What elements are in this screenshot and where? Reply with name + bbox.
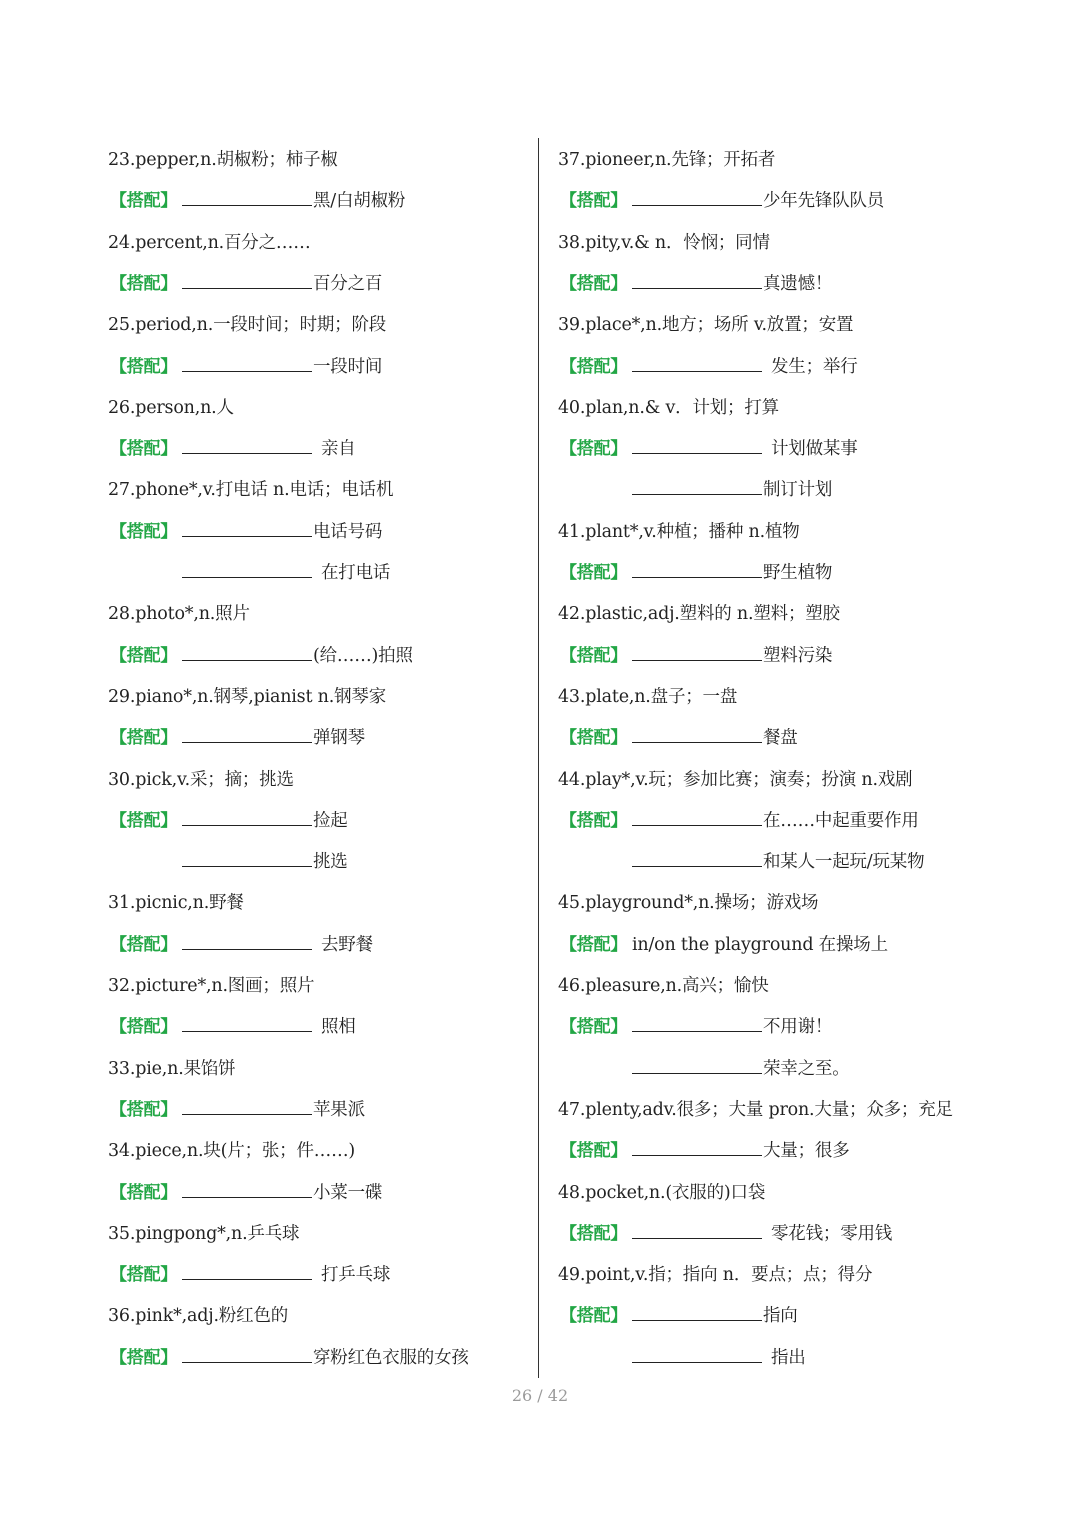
vocab-entry: 23.pepper,n.胡椒粉；柿子椒 [108, 150, 338, 170]
collocation-line [558, 925, 888, 965]
collocation-meaning: 指出 [771, 1347, 806, 1368]
collocation-line [108, 925, 373, 965]
collocation-meaning: 弹钢琴 [313, 728, 365, 749]
vocab-entry: 38.pity,v.& n．怜悯；同情 [558, 232, 770, 253]
collocation-meaning: 和某人一起玩/玩某物 [763, 852, 925, 873]
collocation-tag: 【搭配】 [110, 356, 178, 377]
fill-in-blank[interactable] [632, 726, 762, 743]
collocation-tag: 【搭配】 [560, 645, 628, 666]
vocab-entry: 35.pingpong*,n.乒乓球 [108, 1223, 300, 1244]
column-divider [538, 138, 539, 1378]
fill-in-blank[interactable] [632, 644, 762, 661]
fill-in-blank[interactable] [182, 1263, 312, 1280]
fill-in-blank[interactable] [632, 189, 762, 206]
vocab-entry: 28.photo*,n.照片 [108, 604, 250, 625]
collocation-line [558, 718, 798, 758]
collocation-meaning: 电话号码 [313, 521, 383, 542]
fill-in-blank[interactable] [632, 1139, 762, 1156]
vocab-entry: 25.period,n.一段时间；时期；阶段 [108, 315, 387, 336]
fill-in-blank[interactable] [632, 1015, 762, 1032]
collocation-continuation [632, 842, 924, 882]
fill-in-blank[interactable] [632, 809, 762, 826]
collocation-meaning: 一段时间 [313, 356, 383, 377]
fill-in-blank[interactable] [182, 1181, 312, 1198]
fill-in-blank[interactable] [632, 478, 762, 495]
collocation-tag: 【搭配】 [560, 1223, 628, 1244]
collocation-meaning: 真遗憾！ [763, 273, 833, 294]
collocation-line [108, 1255, 390, 1295]
fill-in-blank[interactable] [632, 437, 762, 454]
fill-in-blank[interactable] [182, 1015, 312, 1032]
fill-in-blank[interactable] [182, 189, 312, 206]
fill-in-blank[interactable] [182, 520, 312, 537]
collocation-meaning: (给……)拍照 [313, 645, 413, 666]
collocation-line [558, 1007, 832, 1047]
collocation-tag: 【搭配】 [110, 810, 178, 831]
collocation-meaning: 大量；很多 [763, 1141, 850, 1162]
collocation-tag: 【搭配】 [110, 191, 178, 212]
collocation-line [558, 1214, 892, 1254]
fill-in-blank[interactable] [182, 726, 312, 743]
collocation-line [108, 636, 413, 676]
fill-in-blank[interactable] [632, 1222, 762, 1239]
vocab-entry: 47.plenty,adv.很多；大量 pron.大量；众多；充足 [558, 1099, 953, 1120]
vocab-entry: 33.pie,n.果馅饼 [108, 1058, 236, 1079]
collocation-continuation [632, 1338, 806, 1378]
collocation-tag: 【搭配】 [560, 191, 628, 212]
collocation-meaning: 荣幸之至。 [763, 1058, 850, 1079]
vocab-entry: 32.picture*,n.图画；照片 [108, 976, 315, 996]
fill-in-blank[interactable] [632, 1346, 762, 1363]
collocation-tag: 【搭配】 [110, 1017, 178, 1038]
collocation-tag: 【搭配】 [110, 1099, 178, 1120]
collocation-line [558, 347, 858, 387]
collocation-continuation [632, 470, 832, 510]
collocation-tag: 【搭配】 [560, 563, 628, 583]
fill-in-blank[interactable] [632, 355, 762, 372]
collocation-tag: 【搭配】 [560, 439, 628, 460]
collocation-continuation [182, 842, 348, 882]
collocation-meaning: 指向 [763, 1306, 798, 1327]
collocation-meaning: 照相 [321, 1017, 356, 1038]
fill-in-blank[interactable] [182, 933, 312, 950]
fill-in-blank[interactable] [182, 850, 312, 867]
collocation-tag: 【搭配】 [110, 273, 178, 294]
vocab-entry: 44.play*,v.玩；参加比赛；演奏；扮演 n.戏剧 [558, 769, 913, 790]
fill-in-blank[interactable] [182, 561, 312, 578]
fill-in-blank[interactable] [632, 850, 762, 867]
vocab-entry: 26.person,n.人 [108, 397, 234, 418]
fill-in-blank[interactable] [632, 272, 762, 289]
vocab-entry: 42.plastic,adj.塑料的 n.塑料；塑胶 [558, 604, 840, 625]
collocation-line [108, 429, 356, 469]
collocation-line [108, 347, 382, 387]
collocation-meaning: 塑料污染 [763, 645, 833, 666]
collocation-tag: 【搭配】 [110, 728, 178, 749]
vocab-entry: 41.plant*,v.种植；播种 n.植物 [558, 521, 800, 542]
collocation-tag: 【搭配】 [110, 1265, 178, 1286]
collocation-line [108, 718, 365, 758]
collocation-tag: 【搭配】 [560, 810, 628, 831]
collocation-continuation [632, 1049, 850, 1089]
collocation-tag: 【搭配】 [560, 1141, 628, 1162]
fill-in-blank[interactable] [182, 1098, 312, 1115]
collocation-line [558, 181, 884, 221]
collocation-line [558, 1131, 850, 1171]
collocation-tag: 【搭配】 [560, 1017, 628, 1038]
collocation-tag: 【搭配】 [560, 356, 628, 377]
collocation-meaning: 苹果派 [313, 1099, 365, 1120]
collocation-meaning: 挑选 [313, 852, 348, 873]
collocation-meaning: 少年先锋队队员 [763, 191, 885, 212]
collocation-line [108, 1173, 382, 1213]
collocation-line [558, 429, 858, 469]
collocation-tag: 【搭配】 [560, 1306, 628, 1327]
collocation-line [108, 1090, 365, 1130]
collocation-meaning: 零花钱；零用钱 [771, 1223, 893, 1244]
collocation-continuation [182, 553, 390, 593]
collocation-line [108, 1338, 469, 1378]
collocation-tag: 【搭配】 [110, 934, 178, 955]
collocation-tag: 【搭配】 [110, 1182, 178, 1203]
vocab-entry: 36.pink*,adj.粉红色的 [108, 1306, 289, 1327]
vocab-entry: 34.piece,n.块(片；张；件……) [108, 1141, 355, 1162]
collocation-line [108, 181, 405, 221]
collocation-meaning: 计划做某事 [771, 439, 858, 460]
fill-in-blank[interactable] [182, 437, 312, 454]
collocation-line [108, 512, 382, 552]
collocation-line [558, 801, 919, 841]
collocation-tag: 【搭配】 [110, 645, 178, 666]
fill-in-blank[interactable] [182, 644, 312, 661]
collocation-line [558, 553, 832, 593]
collocation-tag: 【搭配】 [560, 934, 628, 955]
collocation-meaning: 餐盘 [763, 728, 798, 749]
collocation-tag: 【搭配】 [560, 273, 628, 294]
collocation-meaning: in/on the playground 在操场上 [632, 934, 888, 955]
collocation-meaning: 百分之百 [313, 273, 383, 294]
vocab-entry: 49.point,v.指；指向 n．要点；点；得分 [558, 1265, 873, 1286]
collocation-meaning: 在打电话 [321, 563, 391, 583]
collocation-meaning: 打乒乓球 [321, 1265, 391, 1286]
fill-in-blank[interactable] [182, 272, 312, 289]
collocation-meaning: 野生植物 [763, 563, 833, 583]
collocation-meaning: 穿粉红色衣服的女孩 [313, 1347, 469, 1368]
page-number: 26 / 42 [511, 1386, 569, 1405]
collocation-line [558, 636, 832, 676]
collocation-line [558, 264, 832, 304]
vocab-entry: 24.percent,n.百分之…… [108, 232, 311, 253]
vocab-entry: 31.picnic,n.野餐 [108, 893, 244, 914]
fill-in-blank[interactable] [632, 1304, 762, 1321]
collocation-meaning: 亲自 [321, 439, 356, 460]
fill-in-blank[interactable] [182, 1346, 312, 1363]
collocation-tag: 【搭配】 [110, 1347, 178, 1368]
vocab-entry: 46.pleasure,n.高兴；愉快 [558, 976, 769, 996]
fill-in-blank[interactable] [182, 355, 312, 372]
collocation-line [108, 801, 348, 841]
collocation-meaning: 捡起 [313, 810, 348, 831]
vocab-entry: 40.plan,n.& v．计划；打算 [558, 397, 779, 418]
vocab-entry: 43.plate,n.盘子；一盘 [558, 686, 738, 707]
vocab-entry: 39.place*,n.地方；场所 v.放置；安置 [558, 315, 854, 336]
collocation-line [108, 264, 382, 304]
collocation-line [558, 1296, 798, 1336]
collocation-tag: 【搭配】 [110, 439, 178, 460]
collocation-tag: 【搭配】 [560, 728, 628, 749]
vocab-entry: 27.phone*,v.打电话 n.电话；电话机 [108, 480, 394, 501]
collocation-meaning: 制订计划 [763, 480, 833, 501]
collocation-meaning: 在……中起重要作用 [763, 810, 919, 831]
collocation-meaning: 发生；举行 [771, 356, 858, 377]
collocation-meaning: 小菜一碟 [313, 1182, 383, 1203]
fill-in-blank[interactable] [632, 1057, 762, 1074]
vocab-entry: 37.pioneer,n.先锋；开拓者 [558, 150, 776, 170]
collocation-meaning: 去野餐 [321, 934, 373, 955]
collocation-line [108, 1007, 356, 1047]
collocation-meaning: 黑/白胡椒粉 [313, 191, 406, 212]
vocab-entry: 45.playground*,n.操场；游戏场 [558, 893, 819, 914]
collocation-meaning: 不用谢！ [763, 1017, 833, 1038]
vocab-entry: 48.pocket,n.(衣服的)口袋 [558, 1182, 766, 1203]
vocab-entry: 30.pick,v.采；摘；挑选 [108, 769, 294, 790]
collocation-tag: 【搭配】 [110, 521, 178, 542]
vocab-entry: 29.piano*,n.钢琴,pianist n.钢琴家 [108, 686, 386, 707]
fill-in-blank[interactable] [632, 561, 762, 578]
fill-in-blank[interactable] [182, 809, 312, 826]
